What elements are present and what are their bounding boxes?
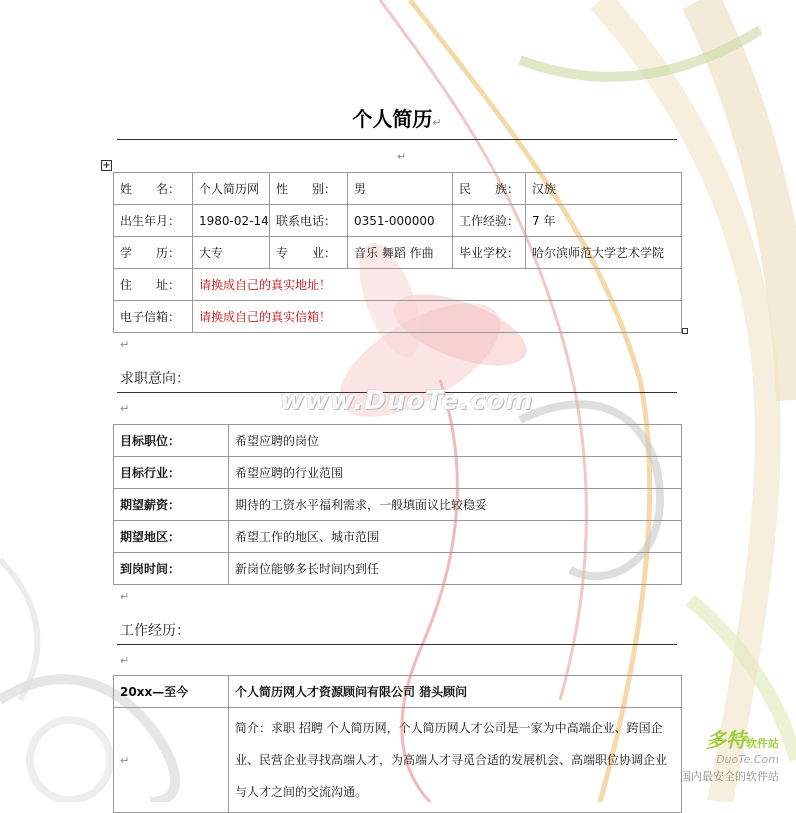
name-label: 姓 名： xyxy=(114,173,193,205)
expected-region-label: 期望地区： xyxy=(114,521,229,553)
logo-name: 多特 xyxy=(706,728,746,752)
table-row xyxy=(114,489,682,521)
target-industry-value[interactable]: 希望应聘的行业范围 xyxy=(229,457,682,489)
section-underline xyxy=(117,644,677,645)
work-history-table xyxy=(113,675,682,813)
school-label: 毕业学校： xyxy=(453,237,526,269)
table-resize-handle[interactable] xyxy=(682,328,688,334)
paragraph-mark: ↵ xyxy=(120,654,130,667)
job-intent-table xyxy=(113,424,682,585)
start-time-label: 到岗时间： xyxy=(114,553,229,585)
document-title-text: 个人简历 xyxy=(352,107,433,131)
logo-domain: DuoTe.Com xyxy=(716,753,779,766)
paragraph-mark: ↵ xyxy=(432,116,442,129)
experience-label: 工作经验： xyxy=(453,205,526,237)
phone-value[interactable]: 0351-000000 xyxy=(348,205,453,237)
paragraph-mark: ↵ xyxy=(120,402,130,415)
phone-label: 联系电话： xyxy=(270,205,348,237)
paragraph-mark: ↵ xyxy=(120,590,130,603)
major-value[interactable]: 音乐 舞蹈 作曲 xyxy=(348,237,453,269)
logo-sub: 软件站 xyxy=(746,737,779,750)
empty-cell[interactable] xyxy=(114,708,229,813)
target-position-label: 目标职位： xyxy=(114,425,229,457)
experience-value[interactable]: 7 年 xyxy=(526,205,682,237)
expected-region-value[interactable]: 希望工作的地区、城市范围 xyxy=(229,521,682,553)
job-intent-heading: 求职意向： xyxy=(120,371,190,387)
table-row xyxy=(114,301,682,333)
paragraph-mark: ↵ xyxy=(120,754,130,767)
target-industry-label: 目标行业： xyxy=(114,457,229,489)
birthdate-label: 出生年月： xyxy=(114,205,193,237)
table-row xyxy=(114,676,682,708)
table-row xyxy=(114,269,682,301)
school-value[interactable]: 哈尔滨师范大学艺术学院 xyxy=(526,237,682,269)
gender-label: 性 别： xyxy=(270,173,348,205)
start-time-value[interactable]: 新岗位能够多长时间内到任 xyxy=(229,553,682,585)
email-value[interactable]: 请换成自己的真实信箱！ xyxy=(193,301,682,333)
table-row xyxy=(114,425,682,457)
paragraph-mark: ↵ xyxy=(120,338,130,351)
table-row xyxy=(114,457,682,489)
address-value[interactable]: 请换成自己的真实地址！ xyxy=(193,269,682,301)
ethnicity-label: 民 族： xyxy=(453,173,526,205)
work-description[interactable]: 简介：求职 招聘 个人简历网，个人简历网人才公司是一家为中高端企业、跨国企业、民营企业寻找高端人才，为高端人才寻觅合适的发展机会、高端职位协调企业与人才之间的交流沟通。 xyxy=(229,708,682,813)
expected-salary-label: 期望薪资： xyxy=(114,489,229,521)
ethnicity-value[interactable]: 汉族 xyxy=(526,173,682,205)
email-label: 电子信箱： xyxy=(114,301,193,333)
duote-logo xyxy=(680,724,779,784)
work-company[interactable]: 个人简历网人才资源顾问有限公司 猎头顾问 xyxy=(229,676,682,708)
gender-value[interactable]: 男 xyxy=(348,173,453,205)
table-row xyxy=(114,708,682,813)
target-position-value[interactable]: 希望应聘的岗位 xyxy=(229,425,682,457)
logo-slogan: 国内最安全的软件站 xyxy=(680,770,779,783)
paragraph-mark: ↵ xyxy=(397,150,407,163)
title-underline xyxy=(117,139,677,140)
major-label: 专 业： xyxy=(270,237,348,269)
address-label: 住 址： xyxy=(114,269,193,301)
education-label: 学 历： xyxy=(114,237,193,269)
expected-salary-value[interactable]: 期待的工资水平福利需求，一般填面议比较稳妥 xyxy=(229,489,682,521)
work-history-heading: 工作经历： xyxy=(120,623,190,639)
table-row xyxy=(114,173,682,205)
work-period[interactable]: 20xx—至今 xyxy=(114,676,229,708)
watermark: www.DuoTe.com xyxy=(280,386,534,416)
table-row xyxy=(114,521,682,553)
name-value[interactable]: 个人简历网 xyxy=(193,173,270,205)
birthdate-value[interactable]: 1980-02-14 xyxy=(193,205,270,237)
document-title xyxy=(117,103,677,132)
table-row xyxy=(114,237,682,269)
personal-info-table xyxy=(113,172,682,333)
table-row xyxy=(114,205,682,237)
education-value[interactable]: 大专 xyxy=(193,237,270,269)
table-move-handle[interactable]: + xyxy=(102,160,111,171)
table-row xyxy=(114,553,682,585)
